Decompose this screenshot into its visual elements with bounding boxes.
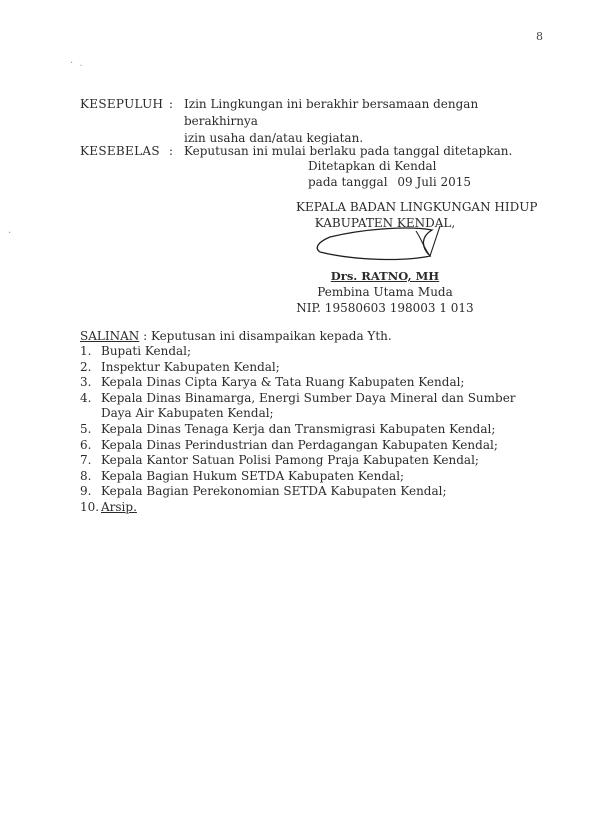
clause-colon: : — [169, 97, 174, 111]
list-number: 7. — [80, 453, 92, 468]
signature-place: Ditetapkan di Kendal — [308, 159, 437, 173]
list-number: 9. — [80, 484, 92, 499]
clause-line: Keputusan ini mulai berlaku pada tanggal ditetapkan. — [184, 144, 513, 158]
list-text: Bupati Kendal; — [101, 344, 192, 358]
handwritten-signature — [312, 224, 447, 266]
scan-speck: · . — [70, 58, 83, 69]
list-text: Kepala Bagian Perekonomian SETDA Kabupaten Kendal; — [101, 484, 447, 499]
salinan-label: SALINAN — [80, 329, 140, 343]
signature-date-label: pada tanggal — [308, 175, 388, 189]
scan-speck: · — [8, 228, 12, 239]
clause-label: KESEBELAS — [80, 144, 160, 158]
signature-name-wrap — [290, 268, 480, 284]
list-number: 5. — [80, 421, 92, 436]
signature-office-line2: KABUPATEN KENDAL, — [314, 216, 456, 230]
list-item — [80, 453, 520, 469]
signature-date — [308, 174, 471, 190]
list-number: 8. — [80, 468, 92, 483]
clause-line: izin usaha dan/atau kegiatan. — [184, 131, 364, 145]
list-number: 6. — [80, 437, 92, 452]
list-number: 2. — [80, 359, 92, 374]
list-number: 10. — [80, 499, 100, 514]
list-text: Kepala Dinas Cipta Karya & Tata Ruang Kabupaten Kendal; — [101, 375, 465, 390]
salinan-heading — [80, 328, 392, 344]
list-text: Arsip. — [101, 499, 137, 514]
list-item — [80, 438, 520, 454]
list-item — [80, 500, 520, 516]
signature-name: Drs. RATNO, MH — [330, 269, 440, 283]
list-number: 4. — [80, 390, 92, 405]
list-item — [80, 422, 520, 438]
signature-rank: Pembina Utama Muda — [317, 285, 453, 299]
list-item — [80, 484, 520, 500]
list-text: Kepala Kantor Satuan Polisi Pamong Praja Kabupaten Kendal; — [101, 453, 479, 468]
list-item — [80, 375, 520, 391]
list-item — [80, 360, 520, 376]
signature-date-value: 09 Juli 2015 — [397, 175, 472, 189]
page-number: 8 — [536, 30, 543, 43]
list-text: Kepala Bagian Hukum SETDA Kabupaten Kendal; — [101, 468, 405, 483]
signature-nip: NIP. 19580603 198003 1 013 — [296, 301, 474, 315]
list-item — [80, 344, 520, 360]
salinan-text: : Keputusan ini disampaikan kepada Yth. — [139, 329, 392, 343]
signature-office-line1: KEPALA BADAN LINGKUNGAN HIDUP — [296, 200, 538, 214]
clause-text — [184, 96, 514, 147]
list-text: Kepala Dinas Perindustrian dan Perdagangan Kabupaten Kendal; — [101, 437, 498, 452]
list-number: 1. — [80, 344, 92, 358]
list-text: Kepala Dinas Binamarga, Energi Sumber Daya Mineral dan Sumber Daya Air Kabupaten Kendal; — [101, 390, 516, 421]
clause-line: Izin Lingkungan ini berakhir bersamaan dengan berakhirnya — [184, 97, 479, 128]
recipient-list — [80, 344, 520, 516]
clause-colon: : — [169, 144, 174, 158]
list-text: Kepala Dinas Tenaga Kerja dan Transmigrasi Kabupaten Kendal; — [101, 421, 496, 436]
clause-label: KESEPULUH — [80, 97, 164, 111]
list-text: Inspektur Kabupaten Kendal; — [101, 359, 280, 374]
list-number: 3. — [80, 375, 92, 390]
list-item — [80, 391, 520, 422]
list-item — [80, 469, 520, 485]
